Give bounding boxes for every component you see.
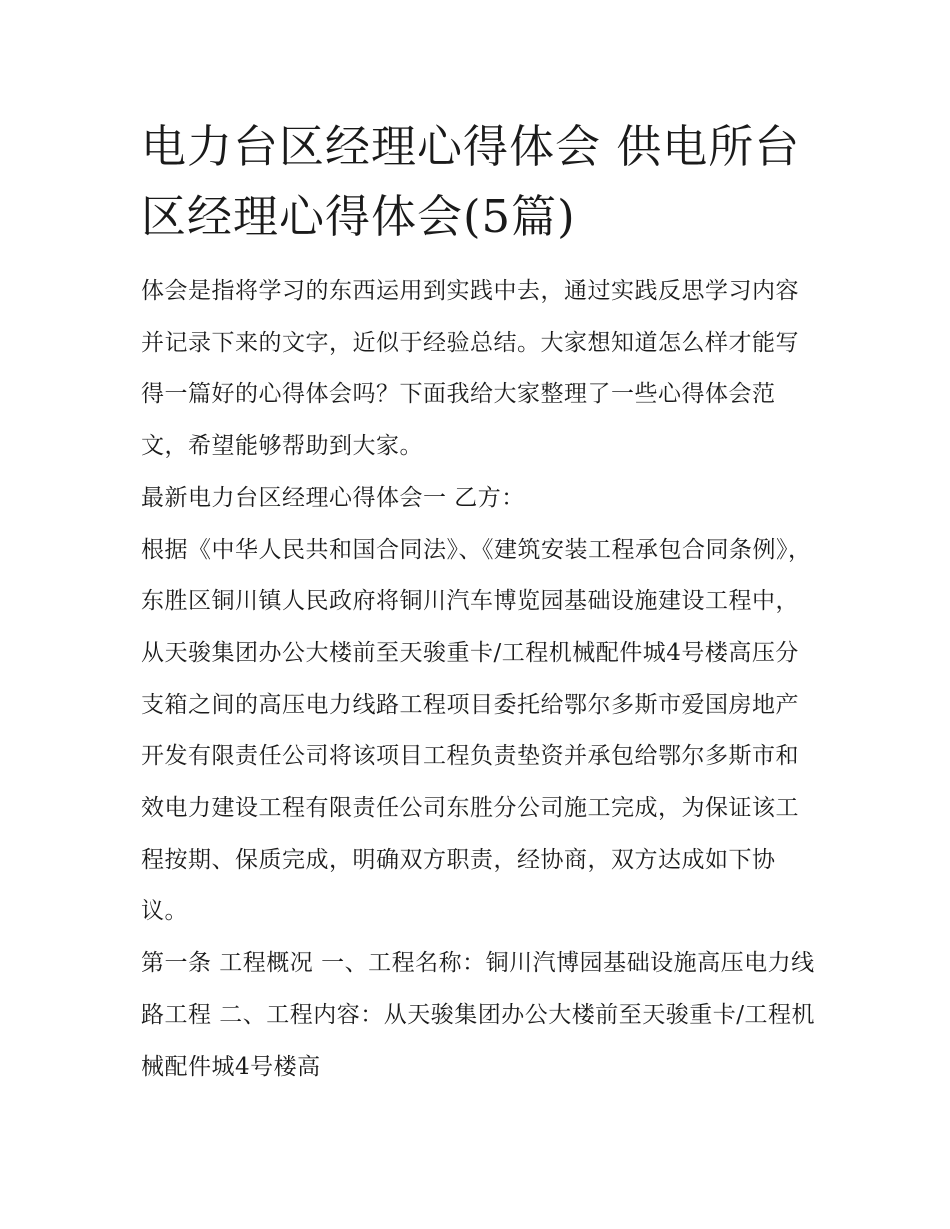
- intro-paragraph: 体会是指将学习的东西运用到实践中去，通过实践反思学习内容并记录下来的文字，近似于经验总结。大家想知道怎么样才能写得一篇好的心得体会吗？下面我给大家整理了一些心得体会范文，希望能够帮助到大家。: [141, 278, 799, 460]
- contract-paragraph: 根据《中华人民共和国合同法》、《建筑安装工程承包合同条例》，东胜区铜川镇人民政府将铜川汽车博览园基础设施建设工程中，从天骏集团办公大楼前至天骏重卡/工程机械配件城4号楼高压分支箱之间的高压电力线路工程项目委托给鄂尔多斯市爱国房地产开发有限责任公司将该项目工程负责垫资并承包给鄂尔多斯市和效电力建设工程有限责任公司东胜分公司施工完成，为保证该工程按期、保质完成，明确双方职责，经协商，双方达成如下协议。: [141, 536, 812, 925]
- section-heading: 最新电力台区经理心得体会一 乙方：: [141, 484, 525, 511]
- document-page: [141, 112, 821, 1093]
- article-one-paragraph: 第一条 工程概况 一、工程名称：铜川汽博园基础设施高压电力线路工程 二、工程内容：从天骏集团办公大楼前至天骏重卡/工程机械配件城4号楼高: [141, 950, 816, 1080]
- document-title: 电力台区经理心得体会 供电所台区经理心得体会(5篇): [141, 120, 801, 243]
